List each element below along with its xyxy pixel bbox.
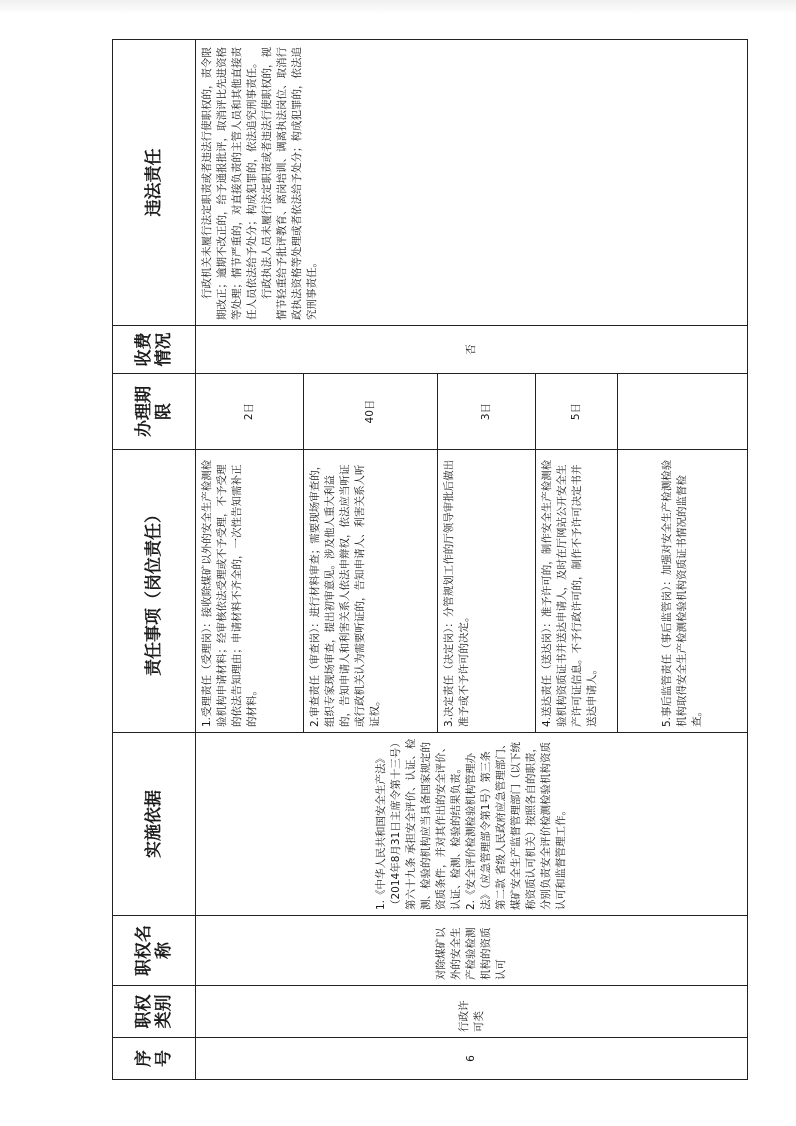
- header-category: 职权类别: [113, 986, 196, 1038]
- scan-edge: [0, 0, 796, 14]
- header-duty: 责任事项（岗位责任）: [113, 450, 196, 733]
- cell-fee: 否: [196, 326, 748, 374]
- basis-item: 1.《中华人民共和国安全生产法》（2014年8月31日主席令第十三号）第六十九条 承担安全评价、认证、检测、检验的机构应当具备国家规定的资质条件，并对其作出的安全评价、认证、检测、检验的结果负责。: [375, 738, 462, 910]
- header-basis: 实施依据: [113, 733, 196, 916]
- header-period: 办理期限: [113, 374, 196, 450]
- cell-duty: [536, 450, 618, 733]
- table-row: [196, 40, 304, 1080]
- duty-text: 2.审查责任（审查岗）：进行材料审查；需要现场审查的，组织专家现场审查，提出初审意见。涉及他人重大利益的，告知申请人和利害关系人依法申辩权，依法应当听证或行政机关认为需要听证的，告知申请人、利害关系人听证权。: [309, 459, 381, 727]
- header-seq: 序号: [113, 1038, 196, 1080]
- duty-text: 5.事后监管责任（事后监管岗）：加强对安全生产检测检验机构取得安全生产检测检验机构资质证书情况的监督检查。: [661, 459, 703, 727]
- cell-period: 3日: [438, 374, 536, 450]
- liability-paragraph: 行政机关未履行法定职责或者违法行使职权的，责令限期改正；逾期不改正的，给予通报批评，取消评比先进资格等处理；情节严重的，对直接负责的主管人员和其他直接责任人员依法给予处分；构成犯罪的，依法追究刑事责任。: [201, 47, 258, 320]
- rotated-table-container: [112, 40, 742, 1080]
- header-row: [113, 40, 196, 1080]
- duty-text: 3.决定责任（决定岗）：分管规划工作的厅领导审批后做出准予或不予许可的决定。: [443, 459, 470, 727]
- cell-period: [618, 374, 748, 450]
- header-liability: 违法责任: [113, 40, 196, 326]
- cell-duty: [196, 450, 304, 733]
- responsibility-table: [112, 39, 748, 1080]
- duty-text: 1.受理责任（受理岗）：接收除煤矿以外的安全生产检测检验机构申请材料；经审核依法受理或不予受理，不予受理的依法告知理由；申请材料不齐全的，一次性告知需补正的材料。: [201, 459, 258, 727]
- cell-liability: [196, 40, 748, 326]
- cell-period: 40日: [304, 374, 438, 450]
- cell-basis: [196, 733, 748, 916]
- header-name: 职权名称: [113, 916, 196, 986]
- duty-text: 4.送达责任（送达岗）：准予许可的，制作安全生产检测检验机构资质证书并送达申请人，及时在厅网站公开安全生产许可证信息。不予行政许可的，制作不予许可决定书并送达申请人。: [541, 459, 598, 727]
- cell-period: 2日: [196, 374, 304, 450]
- header-fee: 收费情况: [113, 326, 196, 374]
- basis-item: 2.《安全评价检测检验机构管理办法》（应急管理部令第1号）第三条 第二款 省级人民政府应急管理部门、煤矿安全生产监督管理部门（以下统称资质认可机关）按照各自的职责，分别负责安全评价检测检验机构资质认可和监督管理工作。: [465, 738, 567, 910]
- cell-duty: [438, 450, 536, 733]
- cell-period: 5日: [536, 374, 618, 450]
- liability-paragraph: 行政执法人员未履行法定职责或者违法行使职权的，视情节轻重给予批评教育、离岗培训、调离执法岗位、取消行政执法资格等处理或者依法给予处分；构成犯罪的，依法追究刑事责任。: [261, 47, 318, 320]
- cell-seq: 6: [196, 1038, 748, 1080]
- cell-category: 行政许可类: [196, 986, 748, 1038]
- cell-name: 对除煤矿以外的安全生产检验检测机构的资质认可: [196, 916, 748, 986]
- cell-duty: [304, 450, 438, 733]
- cell-duty: [618, 450, 748, 733]
